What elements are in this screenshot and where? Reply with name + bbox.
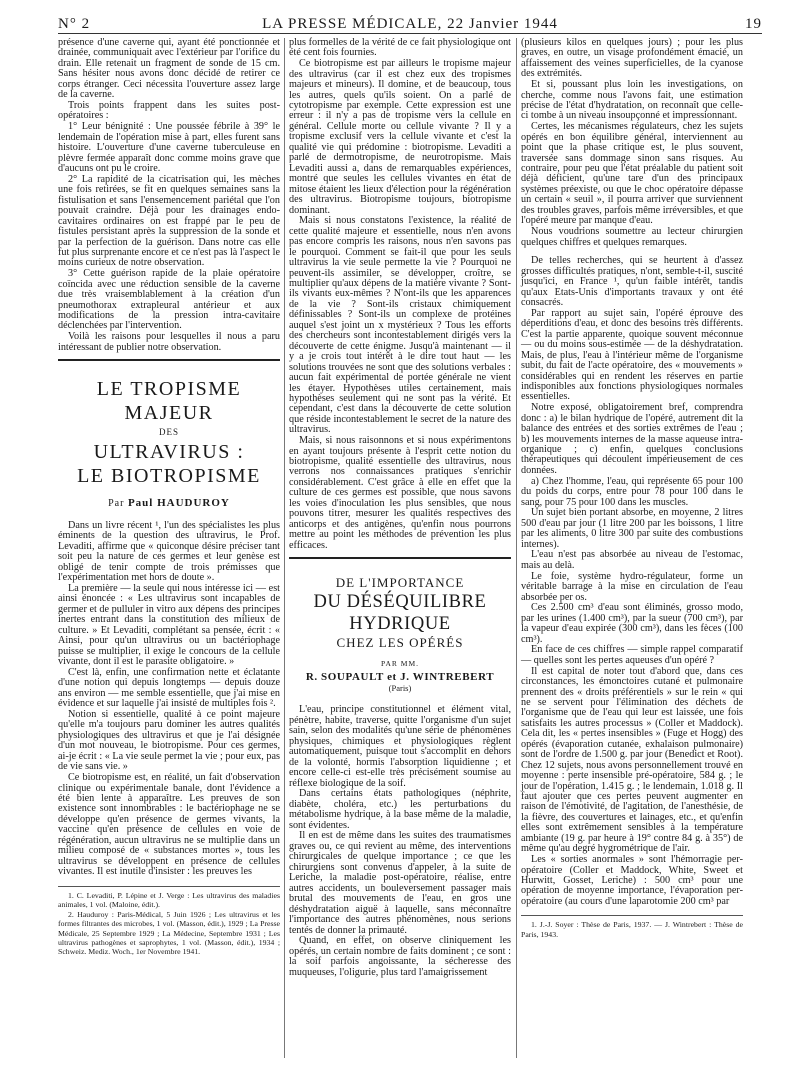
footnote-rule [58,886,280,887]
page-header [58,10,762,34]
paragraph: De telles recherches, qui se heurtent à d'assez grosses difficultés pratiques, n'ont, semble-t-il, suscité jusqu'ici, en France ¹, qu'un faible intérêt, tandis qu'aux Etats-Unis d'importants travaux y ont été consacrés. [521,255,743,309]
paragraph: Dans certains états pathologiques (néphrite, diabète, choléra, etc.) les perturbations du métabolisme hydrique, à la base même de la maladie, sont évidentes. [289,788,511,831]
paragraph: Il en est de même dans les suites des traumatismes graves ou, ce qui revient au même, des interventions chirurgicales de quelque importance ; ce que les chirurgiens sont convenus d'appeler, à la suite de Leriche, la maladie post-opératoire, réalise, entre autres accidents, un bouleversement passager mais brutal des mouvements de l'eau, en gros une déshydratation aiguë à laquelle, sans méconnaître l'importance des autres phénomènes, nous serions tentés de donner la primauté. [289,830,511,936]
footnote: 1. C. Levaditi, P. Lépine et J. Verge : Les ultravirus des maladies animales, 1 vol. (Maloine, édit.). [58,890,280,909]
author-par: Par [108,497,125,509]
paragraph: Ce biotropisme est, en réalité, un fait d'observation clinique ou expérimentale banale, dont l'évidence a été bien lente à apparaître. Les preuves de son existence sont innombrables : le bactériophage ne se développe qu'en présence de germes vivants, la vaccine qu'en présence de cellules en voie de régénération, aucun ultravirus ne se multiplie dans un milieu composé de « substances mortes », tous les ultravirus se développent en présence de cellules vivantes. Il est inutile d'insister : les preuves les [58,772,280,878]
author-par: PAR MM. [381,659,419,669]
paragraph: Notre exposé, obligatoirement bref, comprendra donc : a) le bilan hydrique de l'opéré, autrement dit la balance des entrées et des sorties extrêmes de l'eau ; b) les mouvements internes de la masse aqueuse intra-organique ; c) enfin, quelques conclusions thérapeutiques qui découlent impérieusement de ces données. [521,402,743,476]
paragraph: 2° La rapidité de la cicatrisation qui, les mèches une fois retirées, se fit en quelques semaines sans la fistulisation et sans l'ensemencement pariétal que l'on pouvait craindre. Déjà pour les drainages endo-cavitaires ordinaires on est frappé par le peu de fistules persistant après la suppression de la sonde et par la perfection de la guérison. Dans notre cas elle fut plus surprenante encore et ce n'est pas là l'aspect le moins curieux de notre observation. [58,173,280,269]
paragraph: a) Chez l'homme, l'eau, qui représente 65 pour 100 du poids du corps, entre pour 78 pour 100 dans le sang, pour 75 pour 100 dans les muscles. [521,475,743,508]
paragraph: plus formelles de la vérité de ce fait physiologique ont été cent fois fournies. [289,37,511,59]
author-names: R. SOUPAULT et J. WINTREBERT [305,670,495,683]
paragraph: Mais si nous constatons l'existence, la réalité de cette qualité majeure et essentielle, nous n'en avons pas encore compris les raisons, nous n'en savons pas le pourquoi. Comment se fait-il que pour les seuls ultravirus la vie seule permette la vie ? Pourquoi ne peuvent-ils assimiler, se développer, croître, se multiplier qu'aux dépens de la matière vivante ? Sont-ils vivants eux-mêmes ? N'ont-ils que les apparences de la vie ? Sont-ils cristaux chimiquement définissables ? Sont-ils un complexe de protéines auquel s'est joint un x mystérieux ? Tous les efforts des chercheurs sont incontestablement dirigés vers la découverte de cette énigme. Jusqu'à maintenant — il y a je crois tout intérêt à le dire tout haut — les solutions trouvées ne sont que des solutions verbales : aucun fait expérimental de portée générale ne vient les étayer. Hypothèses utiles certainement, mais hypothèses seulement qui ne sont pas la vérité. Et cependant, c'est dans la découverte de cette solution que réside incontestablement le secret de la nature des ultravirus. [289,215,511,436]
footnotes [58,891,280,957]
column-separator [284,38,285,1058]
column-2 [289,38,511,978]
paragraph: Les « sorties anormales » sont l'hémorragie per-opératoire (Coller et Maddock, White, Sweet et Hurwitt, Gosset, Leriche) : 500 cm³ pour une opération de moyenne importance, l'évaporation per-opératoire (au cours d'une laparotomie 200 cm³ par [521,854,743,907]
paragraph: C'est là, enfin, une confirmation nette et éclatante d'une notion qui depuis longtemps — depuis douze ans environ — me semble essentielle, que j'ai mise en évidence et sur laquelle j'ai insisté de multiples fois ². [58,666,280,710]
paragraph: 3° Cette guérison rapide de la plaie opératoire coïncida avec une réduction sensible de la caverne due très vraisemblablement à la création d'un pneumothorax extrapleural antérieur et aux modifications de la pression intra-cavitaire déclenchées par l'intervention. [58,268,280,332]
header-rule [58,33,762,34]
paragraph: Un sujet bien portant absorbe, en moyenne, 2 litres 500 d'eau par jour (1 litre 200 par les boissons, 1 litre par les aliments, 0 litre 300 par suite des combustions internes). [521,507,743,550]
paragraph: Voilà les raisons pour lesquelles il nous a paru intéressant de publier notre observation. [58,331,280,353]
footnotes [521,920,743,939]
paragraph: 1° Leur bénignité : Une poussée fébrile à 39° le lendemain de l'opération mise à part, elles furent sans histoire. L'ouverture d'une caverne tuberculeuse en plèvre fermée apparaît donc comme moins grave que d'aucuns ont pu le croire. [58,121,280,175]
column-separator [516,38,517,1058]
title-line: DU DÉSÉQUILIBRE HYDRIQUE [313,592,487,635]
title-line: CHEZ LES OPÉRÉS [336,635,464,651]
footnote: 2. Hauduroy : Paris-Médical, 5 Juin 1926 ; Les ultravirus et les formes filtrantes des microbes, 1 vol. (Masson, édit.), 1929 ; La Presse Médicale, 25 Septembre 1929 ; La Médecine, Septembre 1931 ; Les ultravirus pathogènes et saprophytes, 1 vol. (Masson, édit.), 1934 ; Schweiz. Mediz. Woch., 1er Novembre 1941. [58,909,280,957]
page-number: 19 [745,16,762,32]
paragraph: Et si, poussant plus loin les investigations, on cherche, comme nous l'avons fait, une estimation précise de l'état d'hydratation, on reconnaît que celle-ci tombe à un niveau insoupçonné et impressionnant. [521,79,743,122]
paragraph: L'eau, principe constitutionnel et élément vital, pénètre, habite, traverse, quitte l'organisme d'un sujet sain, selon des modalités qu'une série de phénomènes physiques, chimiques et physiologiques règlent automatiquement, puisque tout s'accomplit en dehors de la volonté, hormis l'absorption liquidienne ; et encore celle-ci est-elle très précisément soumise au réflexe biologique de la soif. [289,704,511,789]
journal-title: LA PRESSE MÉDICALE, 22 Janvier 1944 [262,16,558,32]
author-line [58,498,280,509]
article-title-desequilibre [289,575,511,693]
article-separator [58,359,280,361]
author-city: (Paris) [388,683,412,693]
paragraph: Nous voudrions soumettre au lecteur chirurgien quelques chiffres et quelques remarques. [521,226,743,248]
footnote: 1. J.-J. Soyer : Thèse de Paris, 1937. — J. Wintrebert : Thèse de Paris, 1943. [521,920,743,939]
paragraph: Ces 2.500 cm³ d'eau sont éliminés, grosso modo, par les urines (1.400 cm³), par la sueur (700 cm³), par la vapeur d'eau expirée (300 cm³), dans les fèces (100 cm³). [521,602,743,645]
paragraph: L'eau n'est pas absorbée au niveau de l'estomac, mais au delà. [521,549,743,571]
footnote-rule [521,915,743,916]
article-title-biotropisme [58,377,280,509]
paragraph: Notion si essentielle, qualité à ce point majeure qu'elle m'a toujours paru dominer les autres qualités physiologiques des ultravirus et que je l'ai désignée d'un mot nouveau, le biotropisme. Pour ces germes, ai-je écrit : « La vie seule permet la vie ; pour eux, pas de vie sans vie. » [58,709,280,773]
title-line: DES [158,427,179,438]
column-1 [58,38,280,957]
paragraph: Dans un livre récent ¹, l'un des spécialistes les plus éminents de la question des ultravirus, le Prof. Levaditi, affirme que « quiconque désire préciser tant soit peu la nature de ces germes et leur genèse est obligé de tenir compte de trois prémisses que l'expérimentation met hors de doute ». [58,519,280,584]
author-name: Paul HAUDUROY [127,496,230,509]
paragraph: Mais, si nous raisonnons et si nous expérimentons en ayant toujours présente à l'esprit cette notion du biotropisme, qualité essentielle des ultravirus, nous verrons nos connaissances pratiques s'enrichir considérablement. C'est grâce à elle en effet que la culture de ces germes est possible, que nous savons les voies d'inoculation les plus sensibles, que nous pouvons titrer, mesurer les qualités respectives des anticorps et des antigènes, qu'enfin nous pourrons mettre au point les méthodes de prévention les plus efficaces. [289,435,511,551]
title-line: ULTRAVIRUS : [93,440,245,463]
title-line: LE BIOTROPISME [77,464,261,487]
title-line: DE L'IMPORTANCE [335,575,465,591]
paragraph: Certes, les mécanismes régulateurs, chez les sujets opérés en bon équilibre général, interviennent au point que la phase critique est, le plus souvent, traversée sans dommage sinon sans risques. Au contraire, pour peu que l'état préalable du patient soit déjà déficient, qu'une tare d'un des principaux systèmes préexiste, ou que le choc opératoire dépasse un certain « seuil », il pourra arriver que surviennent des troubles graves, parfois même irréversibles, et que l'opéré meure par manque d'eau. [521,121,743,227]
paragraph: présence d'une caverne qui, ayant été ponctionnée et drainée, communiquait avec l'extérieur par l'orifice du drain. Elle retenait un fragment de sonde de 15 cm. Sans hésiter nous avons donc décidé de retirer ce corps étranger. Ceci nécessita l'ouverture assez large de la caverne. [58,37,280,101]
paragraph: Quand, en effet, on observe cliniquement les opérés, un certain nombre de faits dominent ; ce sont : la soif parfois angoissante, la sécheresse des muqueuses, l'oligurie, plus tard l'amaigrissement [289,935,511,978]
paragraph: Ce biotropisme est par ailleurs le tropisme majeur des ultravirus (car il est chez eux des tropismes majeurs et mineurs). Il domine, et de beaucoup, tous les autres, quels qu'ils soient. On a parlé de cytotropisme par exemple. Cette expression est une erreur : il n'y a pas de tropisme vers la cellule en général. Cellule morte ou cellule vivante ? Il y a tropisme exclusif vers la cellule vivante et c'est la qualité vie qui prédomine : biotropisme. Levaditi a parlé de dermotropisme, de neurotropisme. Mais Levaditi aussi a, dans de remarquables expériences, montré que seules les cellules vivantes en état de mitose étaient les lieux d'élection pour la régénération des ultravirus. Biotropisme toujours, biotropisme dominant. [289,58,511,216]
title-line: LE TROPISME MAJEUR [96,378,242,425]
paragraph: La première — la seule qui nous intéresse ici — est ainsi énoncée : « Les ultravirus sont incapables de germer et de pulluler in vitro aux dépens des principes inertes entrant dans la constitution des milieux de culture. » Et Levaditi, complétant sa pensée, écrit : « Ainsi, pour qu'un ultravirus ou un bactériophage puisse se multiplier, il exige le concours de la cellule vivante, dont il est le parasite obligatoire. » [58,583,280,668]
column-3 [521,38,743,939]
paragraph: Par rapport au sujet sain, l'opéré éprouve des déperditions d'eau, et donc des besoins très différents. C'est la partie apparente, quoique souvent méconnue — ou du moins sous-estimée — de la déshydratation. Mais, de plus, l'eau à l'intérieur même de l'organisme subit, du fait de l'acte opératoire, des « mouvements » considérables qui en rendent les réserves en partie indisponibles aux fonctions physiologiques normales essentielles. [521,307,743,403]
article-separator [289,557,511,559]
issue-number: N° 2 [58,16,91,32]
paragraph: Le foie, système hydro-régulateur, forme un véritable barrage à la mise en circulation de l'eau absorbée per os. [521,570,743,603]
paragraph: Trois points frappent dans les suites post-opératoires : [58,100,280,122]
paragraph: En face de ces chiffres — simple rappel comparatif — quelles sont les pertes aqueuses d'un opéré ? [521,644,743,666]
paragraph: (plusieurs kilos en quelques jours) ; pour les plus graves, en outre, un visage profondément émacié, un affaissement des veines superficielles, de la cyanose des extrémités. [521,37,743,80]
paragraph: Il est capital de noter tout d'abord que, dans ces circonstances, les émonctoires cutané et pulmonaire prennent des « droits préférentiels » sur le rein « qui ne se servent pour l'élimination des déchets de l'organisme que de l'eau qui leur est laissée, une fois satisfaits les autres processus » (Coller et Maddock). Cela dit, les « pertes insensibles » (Fuge et Hogg) des opérés (évaporation cutanée, exhalaison pulmonaire) sont de l'ordre de 1.500 g. par jour (Benedict et Root). Chez 12 sujets, nous avons personnellement trouvé en moyenne : perte insensible pré-opératoire, 584 g. ; le jour de l'opération, 1.415 g. ; le lendemain, 1.018 g. Il faut ajouter que ces pertes peuvent augmenter en raison de l'émotivité, de l'agitation, de l'anesthésie, de la fièvre, des couvertures et lainages, etc., et qu'enfin elles sont extrêmement sensibles à la température ambiante (19 g. par heure à 19° contre 84 g. à 35°) de même qu'au degré hygrométrique de l'air. [521,665,743,855]
